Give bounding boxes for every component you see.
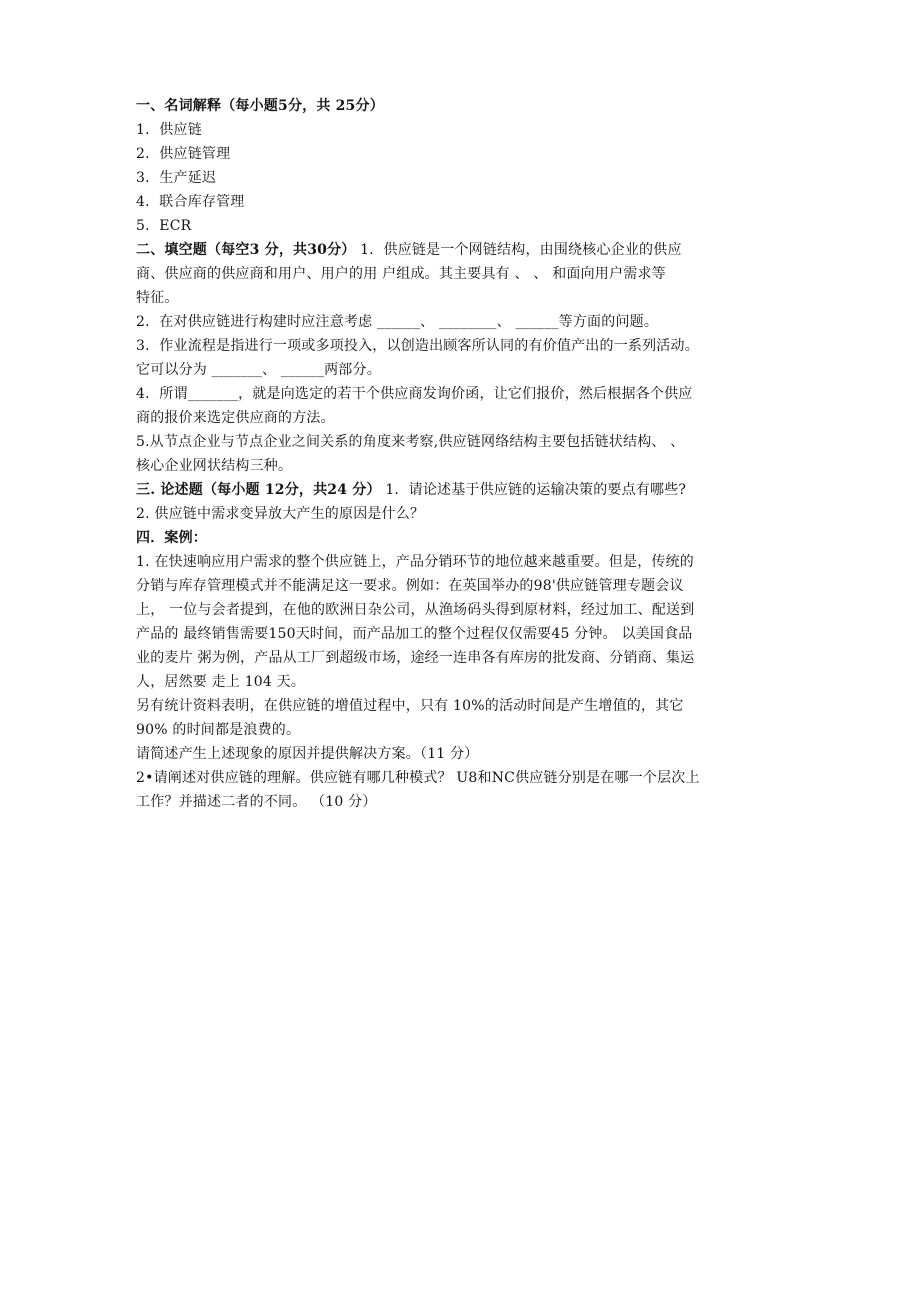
text-line	[136, 406, 816, 430]
line-text: 4．所谓_______，就是向选定的若干个供应商发询价函，让它们报价，然后根据各个供应	[136, 386, 693, 402]
text-line	[136, 238, 816, 262]
line-text: 请简述产生上述现象的原因并提供解决方案。（11 分）	[136, 746, 479, 762]
line-text: 1. 在快速响应用户需求的整个供应链上，产品分销环节的地位越来越重要。但是，传统的	[136, 554, 695, 570]
text-line	[136, 526, 816, 550]
line-text: 5．ECR	[136, 218, 192, 234]
text-line	[136, 166, 816, 190]
line-text: 分销与库存管理模式并不能满足这一要求。例如：在英国举办的98'供应链管理专题会议	[136, 578, 684, 594]
section-heading: 一、名词解释（每小题5分，共 25分）	[136, 98, 384, 114]
text-line	[136, 694, 816, 718]
line-text: 产品的 最终销售需要150天时间，而产品加工的整个过程仅仅需要45 分钟。 以美国食品	[136, 626, 693, 642]
line-text: 业的麦片 粥为例，产品从工厂到超级市场，途经一连串各有库房的批发商、分销商、集运	[136, 650, 695, 666]
text-line	[136, 718, 816, 742]
line-text: 2•请阐述对供应链的理解。供应链有哪几种模式？ U8和NC供应链分别是在哪一个层次上	[136, 770, 700, 786]
text-line	[136, 646, 816, 670]
line-text: 它可以分为 _______、 ______两部分。	[136, 362, 381, 378]
text-line	[136, 550, 816, 574]
text-line	[136, 454, 816, 478]
text-line	[136, 502, 816, 526]
line-text: 3．作业流程是指进行一项或多项投入，以创造出顾客所认同的有价值产出的一系列活动。	[136, 338, 699, 354]
text-line	[136, 142, 816, 166]
text-line	[136, 190, 816, 214]
line-text: 4．联合库存管理	[136, 194, 245, 210]
text-line	[136, 670, 816, 694]
exam-content	[136, 94, 816, 814]
line-text: 特征。	[136, 290, 179, 306]
text-line	[136, 622, 816, 646]
text-line	[136, 334, 816, 358]
line-text: 1．供应链是一个网链结构，由围绕核心企业的供应	[355, 242, 682, 258]
text-line	[136, 262, 816, 286]
line-text: 1．请论述基于供应链的运输决策的要点有哪些?	[380, 482, 687, 498]
line-text: 另有统计资料表明，在供应链的增值过程中，只有 10%的活动时间是产生增值的，其它	[136, 698, 684, 714]
text-line	[136, 574, 816, 598]
text-line	[136, 310, 816, 334]
text-line	[136, 94, 816, 118]
section-heading: 四．案例：	[136, 530, 207, 546]
text-line	[136, 598, 816, 622]
section-heading: 二、填空题（每空3 分，共30分）	[136, 242, 356, 258]
text-line	[136, 478, 816, 502]
line-text: 上， 一位与会者提到，在他的欧洲日杂公司，从渔场码头得到原材料，经过加工、配送到	[136, 602, 695, 618]
text-line	[136, 214, 816, 238]
line-text: 2．在对供应链进行构建时应注意考虑 ______、 ________、 ______等方面的问题。	[136, 314, 659, 330]
line-text: 工作？并描述二者的不同。 （10 分）	[136, 794, 377, 810]
line-text: 人，居然要 走上 104 天。	[136, 674, 306, 690]
line-text: 2. 供应链中需求变异放大产生的原因是什么？	[136, 506, 425, 522]
text-line	[136, 286, 816, 310]
line-text: 1．供应链	[136, 122, 202, 138]
line-text: 90% 的时间都是浪费的。	[136, 722, 301, 738]
text-line	[136, 742, 816, 766]
text-line	[136, 766, 816, 790]
line-text: 2．供应链管理	[136, 146, 231, 162]
text-line	[136, 358, 816, 382]
text-line	[136, 430, 816, 454]
text-line	[136, 382, 816, 406]
text-line	[136, 118, 816, 142]
line-text: 5.从节点企业与节点企业之间关系的角度来考察,供应链网络结构主要包括链状结构、 、	[136, 434, 685, 450]
line-text: 商、供应商的供应商和用户、用户的用 户组成。其主要具有 、 、 和面向用户需求等	[136, 266, 666, 282]
text-line	[136, 790, 816, 814]
line-text: 核心企业网状结构三种。	[136, 458, 293, 474]
line-text: 商的报价来选定供应商的方法。	[136, 410, 335, 426]
line-text: 3．生产延迟	[136, 170, 217, 186]
section-heading: 三. 论述题（每小题 12分，共24 分）	[136, 482, 381, 498]
